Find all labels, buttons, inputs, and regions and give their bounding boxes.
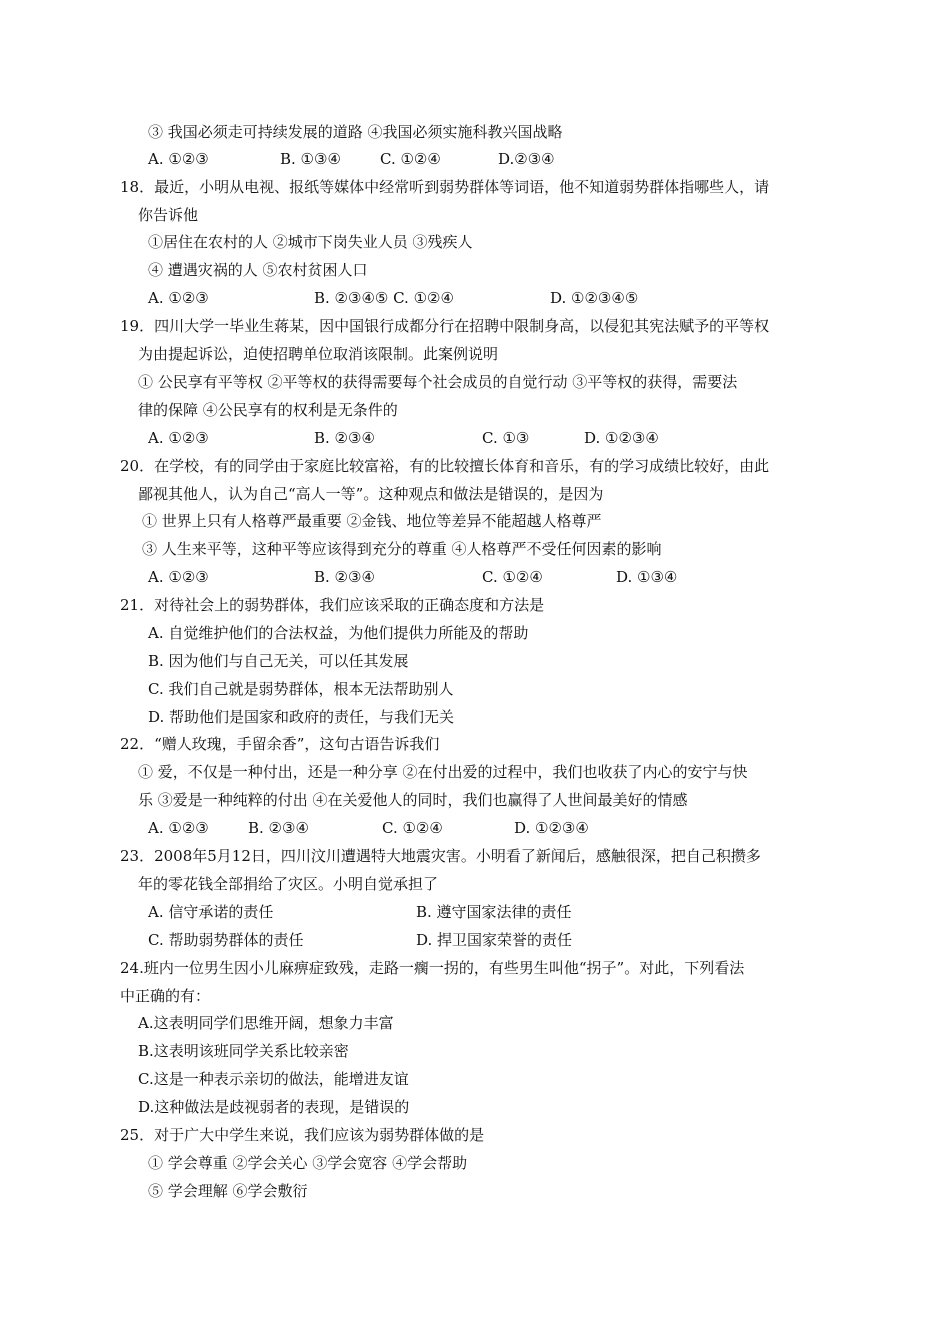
q20-option-c: C. ①②④ bbox=[482, 568, 543, 586]
q17-option-b: B. ①③④ bbox=[280, 150, 341, 168]
q21-option-d: D. 帮助他们是国家和政府的责任，与我们无关 bbox=[148, 708, 455, 726]
q20-statements-1: ① 世界上只有人格尊严最重要 ②金钱、地位等差异不能超越人格尊严 bbox=[142, 512, 602, 530]
q23-option-b: B. 遵守国家法律的责任 bbox=[416, 903, 572, 921]
q19-option-d: D. ①②③④ bbox=[584, 429, 659, 447]
q21-stem: 21．对待社会上的弱势群体，我们应该采取的正确态度和方法是 bbox=[120, 596, 545, 614]
q19-stem-line2: 为由提起诉讼，迫使招聘单位取消该限制。此案例说明 bbox=[138, 345, 499, 363]
q23-stem-line1: 23．2008年5月12日，四川汶川遭遇特大地震灾害。小明看了新闻后，感触很深，把自己积攒多 bbox=[120, 847, 761, 865]
q20-stem-line1: 20．在学校，有的同学由于家庭比较富裕，有的比较擅长体育和音乐，有的学习成绩比较好，由此 bbox=[120, 457, 770, 475]
q20-statements-2: ③ 人生来平等，这种平等应该得到充分的尊重 ④人格尊严不受任何因素的影响 bbox=[142, 540, 662, 558]
q24-option-d: D.这种做法是歧视弱者的表现，是错误的 bbox=[138, 1098, 410, 1116]
q22-statements-1: ① 爱，不仅是一种付出，还是一种分享 ②在付出爱的过程中，我们也收获了内心的安宁与快 bbox=[138, 763, 748, 781]
q19-statements-1: ① 公民享有平等权 ②平等权的获得需要每个社会成员的自觉行动 ③平等权的获得，需要法 bbox=[138, 373, 738, 391]
q21-option-a: A. 自觉维护他们的合法权益，为他们提供力所能及的帮助 bbox=[148, 624, 529, 642]
q24-stem-line1: 24.班内一位男生因小儿麻痹症致残，走路一瘸一拐的，有些男生叫他“拐子”。对此，下列看法 bbox=[120, 959, 745, 977]
q17-option-a: A. ①②③ bbox=[148, 150, 209, 168]
q22-option-c: C. ①②④ bbox=[382, 819, 443, 837]
q17-option-d: D.②③④ bbox=[498, 150, 555, 168]
q19-option-a: A. ①②③ bbox=[148, 429, 209, 447]
q20-option-d: D. ①③④ bbox=[616, 568, 678, 586]
q21-option-b: B. 因为他们与自己无关，可以任其发展 bbox=[148, 652, 409, 670]
q18-stem-line2: 你告诉他 bbox=[138, 206, 199, 224]
q24-option-b: B.这表明该班同学关系比较亲密 bbox=[138, 1042, 349, 1060]
q22-option-a: A. ①②③ bbox=[148, 819, 209, 837]
q20-option-b: B. ②③④ bbox=[314, 568, 375, 586]
q18-statements-1: ①居住在农村的人 ②城市下岗失业人员 ③残疾人 bbox=[148, 233, 473, 251]
q23-option-d: D. 捍卫国家荣誉的责任 bbox=[416, 931, 573, 949]
q24-option-a: A.这表明同学们思维开阔，想象力丰富 bbox=[138, 1014, 394, 1032]
q20-option-a: A. ①②③ bbox=[148, 568, 209, 586]
q17-statements: ③ 我国必须走可持续发展的道路 ④我国必须实施科教兴国战略 bbox=[148, 123, 563, 141]
q22-stem: 22．“赠人玫瑰，手留余香”，这句古语告诉我们 bbox=[120, 735, 440, 753]
q22-statements-2: 乐 ③爱是一种纯粹的付出 ④在关爱他人的同时，我们也赢得了人世间最美好的情感 bbox=[138, 791, 688, 809]
q23-option-a: A. 信守承诺的责任 bbox=[148, 903, 274, 921]
q18-stem-line1: 18．最近，小明从电视、报纸等媒体中经常听到弱势群体等词语，他不知道弱势群体指哪些人，请 bbox=[120, 178, 770, 196]
q22-option-d: D. ①②③④ bbox=[514, 819, 589, 837]
q19-option-c: C. ①③ bbox=[482, 429, 530, 447]
q18-option-bc: B. ②③④⑤ C. ①②④ bbox=[314, 289, 454, 307]
q23-option-c: C. 帮助弱势群体的责任 bbox=[148, 931, 304, 949]
q22-option-b: B. ②③④ bbox=[248, 819, 309, 837]
q19-option-b: B. ②③④ bbox=[314, 429, 375, 447]
q18-option-d: D. ①②③④⑤ bbox=[550, 289, 639, 307]
q25-statements-1: ① 学会尊重 ②学会关心 ③学会宽容 ④学会帮助 bbox=[148, 1154, 468, 1172]
q23-stem-line2: 年的零花钱全部捐给了灾区。小明自觉承担了 bbox=[138, 875, 439, 893]
q19-stem-line1: 19．四川大学一毕业生蒋某，因中国银行成都分行在招聘中限制身高，以侵犯其宪法赋予的平等权 bbox=[120, 317, 770, 335]
q18-statements-2: ④ 遭遇灾祸的人 ⑤农村贫困人口 bbox=[148, 261, 368, 279]
q24-stem-line2: 中正确的有： bbox=[120, 987, 211, 1005]
q18-option-a: A. ①②③ bbox=[148, 289, 209, 307]
q19-statements-2: 律的保障 ④公民享有的权利是无条件的 bbox=[138, 401, 398, 419]
q17-option-c: C. ①②④ bbox=[380, 150, 441, 168]
q25-statements-2: ⑤ 学会理解 ⑥学会敷衍 bbox=[148, 1182, 308, 1200]
q21-option-c: C. 我们自己就是弱势群体，根本无法帮助别人 bbox=[148, 680, 454, 698]
q24-option-c: C.这是一种表示亲切的做法，能增进友谊 bbox=[138, 1070, 409, 1088]
q20-stem-line2: 鄙视其他人，认为自己“高人一等”。这种观点和做法是错误的，是因为 bbox=[138, 485, 604, 503]
q25-stem: 25．对于广大中学生来说，我们应该为弱势群体做的是 bbox=[120, 1126, 485, 1144]
